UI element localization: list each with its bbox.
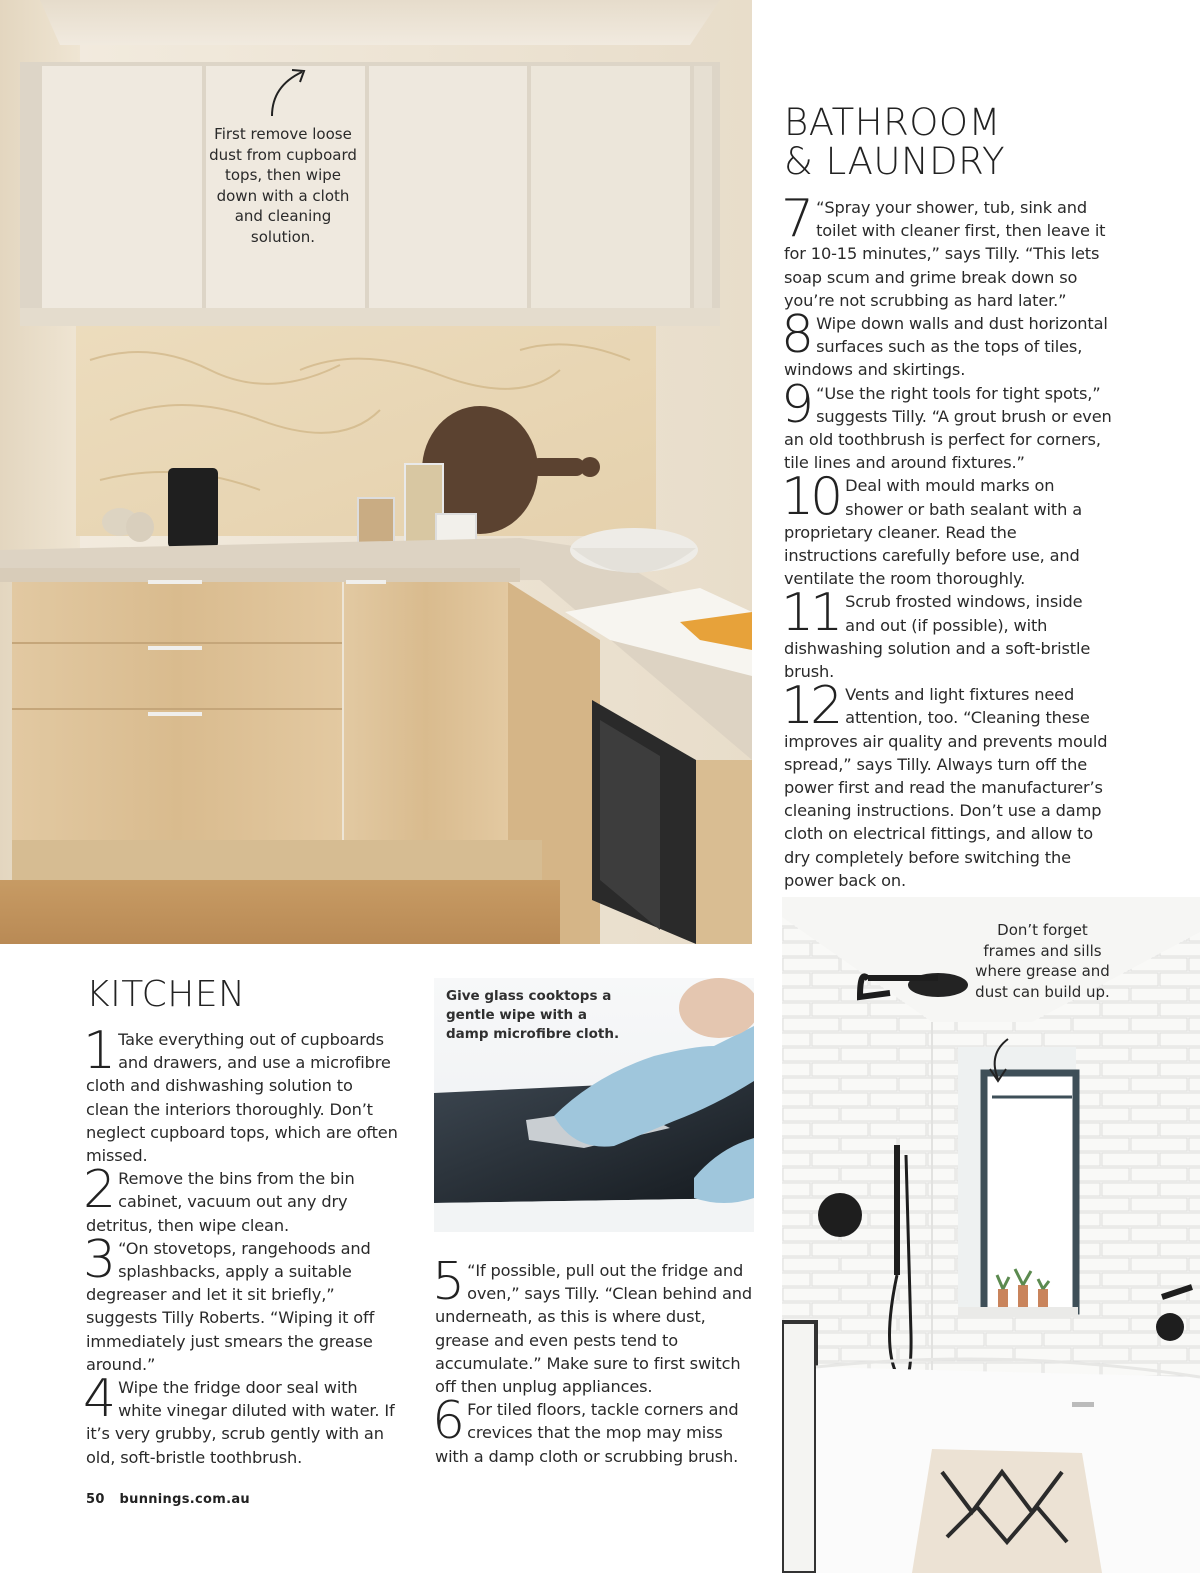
tip-6 <box>432 1391 757 1468</box>
tip-text: Vents and light fixtures need attention, too. “Cleaning these improves air quality and prevents mould spread,” says Tilly. Always turn off the power first and read the manufacturer’s cleaning instructions. Don’t use a damp cloth on electrical fittings, and allow to dry completely before switching the power back on. <box>784 685 1108 890</box>
tip-text: “Use the right tools for tight spots,” suggests Tilly. “A grout brush or even an old toothbrush is perfect for corners, tile lines and around fixtures.” <box>784 383 1112 473</box>
tip-8 <box>781 305 1114 382</box>
frames-caption: Don’t forget frames and sills where grease and dust can build up. <box>975 921 1110 1001</box>
tip-number: 9 <box>781 374 811 435</box>
kitchen-photo <box>0 0 752 944</box>
website-label: bunnings.com.au <box>119 1492 250 1507</box>
page-footer <box>86 1492 250 1507</box>
cupboard-caption: First remove loose dust from cupboard tops, then wipe down with a cloth and cleaning solution. <box>209 125 357 246</box>
kitchen-heading: KITCHEN <box>86 974 246 1015</box>
tip-12 <box>781 676 1114 892</box>
kitchen-photo-illustration <box>0 0 752 944</box>
tip-number: 4 <box>83 1369 113 1430</box>
tip-number: 6 <box>432 1391 462 1452</box>
tip-9 <box>781 374 1114 475</box>
kitchen-tips-column-2 <box>432 1252 757 1468</box>
tip-text: “Spray your shower, tub, sink and toilet with cleaner first, then leave it for 10-15 minutes,” says Tilly. “This lets soap scum and grime break down so you’re not scrubbing as hard later.” <box>784 198 1106 310</box>
tip-text: For tiled floors, tackle corners and crevices that the mop may miss with a damp cloth or scrubbing brush. <box>435 1400 739 1466</box>
tip-10 <box>781 467 1114 590</box>
heading-line-2: & LAUNDRY <box>784 139 1006 183</box>
page-number: 50 <box>86 1492 105 1507</box>
tip-7 <box>781 189 1114 312</box>
tip-3 <box>83 1229 398 1376</box>
tip-11 <box>781 583 1114 683</box>
bathroom-laundry-heading <box>784 101 1184 183</box>
cooktop-caption: Give glass cooktops a gentle wipe with a damp microfibre cloth. <box>446 988 620 1042</box>
bathroom-tips <box>781 189 1114 892</box>
heading-line-1: BATHROOM <box>784 101 1001 144</box>
tip-text: Take everything out of cupboards and drawers, and use a microfibre cloth and dishwashing solution to clean the interiors thoroughly. Don’t neglect cupboard tops, which are often missed. <box>86 1030 398 1166</box>
tip-text: Remove the bins from the bin cabinet, vacuum out any dry detritus, then wipe clean. <box>86 1169 355 1235</box>
tip-1 <box>83 1021 398 1167</box>
tip-2 <box>83 1160 398 1237</box>
tip-text: Wipe down walls and dust horizontal surfaces such as the tops of tiles, windows and skirtings. <box>784 314 1108 380</box>
tip-number: 11 <box>781 583 840 644</box>
tip-number: 10 <box>781 467 840 528</box>
tip-number: 5 <box>432 1252 462 1312</box>
tip-4 <box>83 1369 398 1469</box>
tip-5 <box>432 1252 757 1398</box>
tip-text: Scrub frosted windows, inside and out (if possible), with dishwashing solution and a soft-bristle brush. <box>784 592 1091 682</box>
tip-number: 8 <box>781 305 811 366</box>
tip-number: 12 <box>781 676 840 737</box>
tip-number: 1 <box>83 1021 113 1081</box>
tip-text: Wipe the fridge door seal with white vinegar diluted with water. If it’s very grubby, scrub gently with an old, soft-bristle toothbrush. <box>86 1378 395 1467</box>
tip-text: Deal with mould marks on shower or bath sealant with a proprietary cleaner. Read the instructions carefully before use, and ventilate the room thoroughly. <box>784 476 1082 589</box>
tip-number: 3 <box>83 1229 113 1290</box>
tip-text: “On stovetops, rangehoods and splashbacks, apply a suitable degreaser and let it sit briefly,” suggests Tilly Roberts. “Wiping it off immediately just smears the grease around.” <box>86 1238 375 1374</box>
tip-number: 2 <box>83 1160 113 1221</box>
tip-number: 7 <box>781 189 811 249</box>
kitchen-tips-column-1 <box>83 1021 398 1469</box>
tip-text: “If possible, pull out the fridge and oven,” says Tilly. “Clean behind and underneath, as this is where dust, grease and even pests tend to accumulate.” Make sure to first switch off then unplug appliances. <box>435 1261 753 1397</box>
